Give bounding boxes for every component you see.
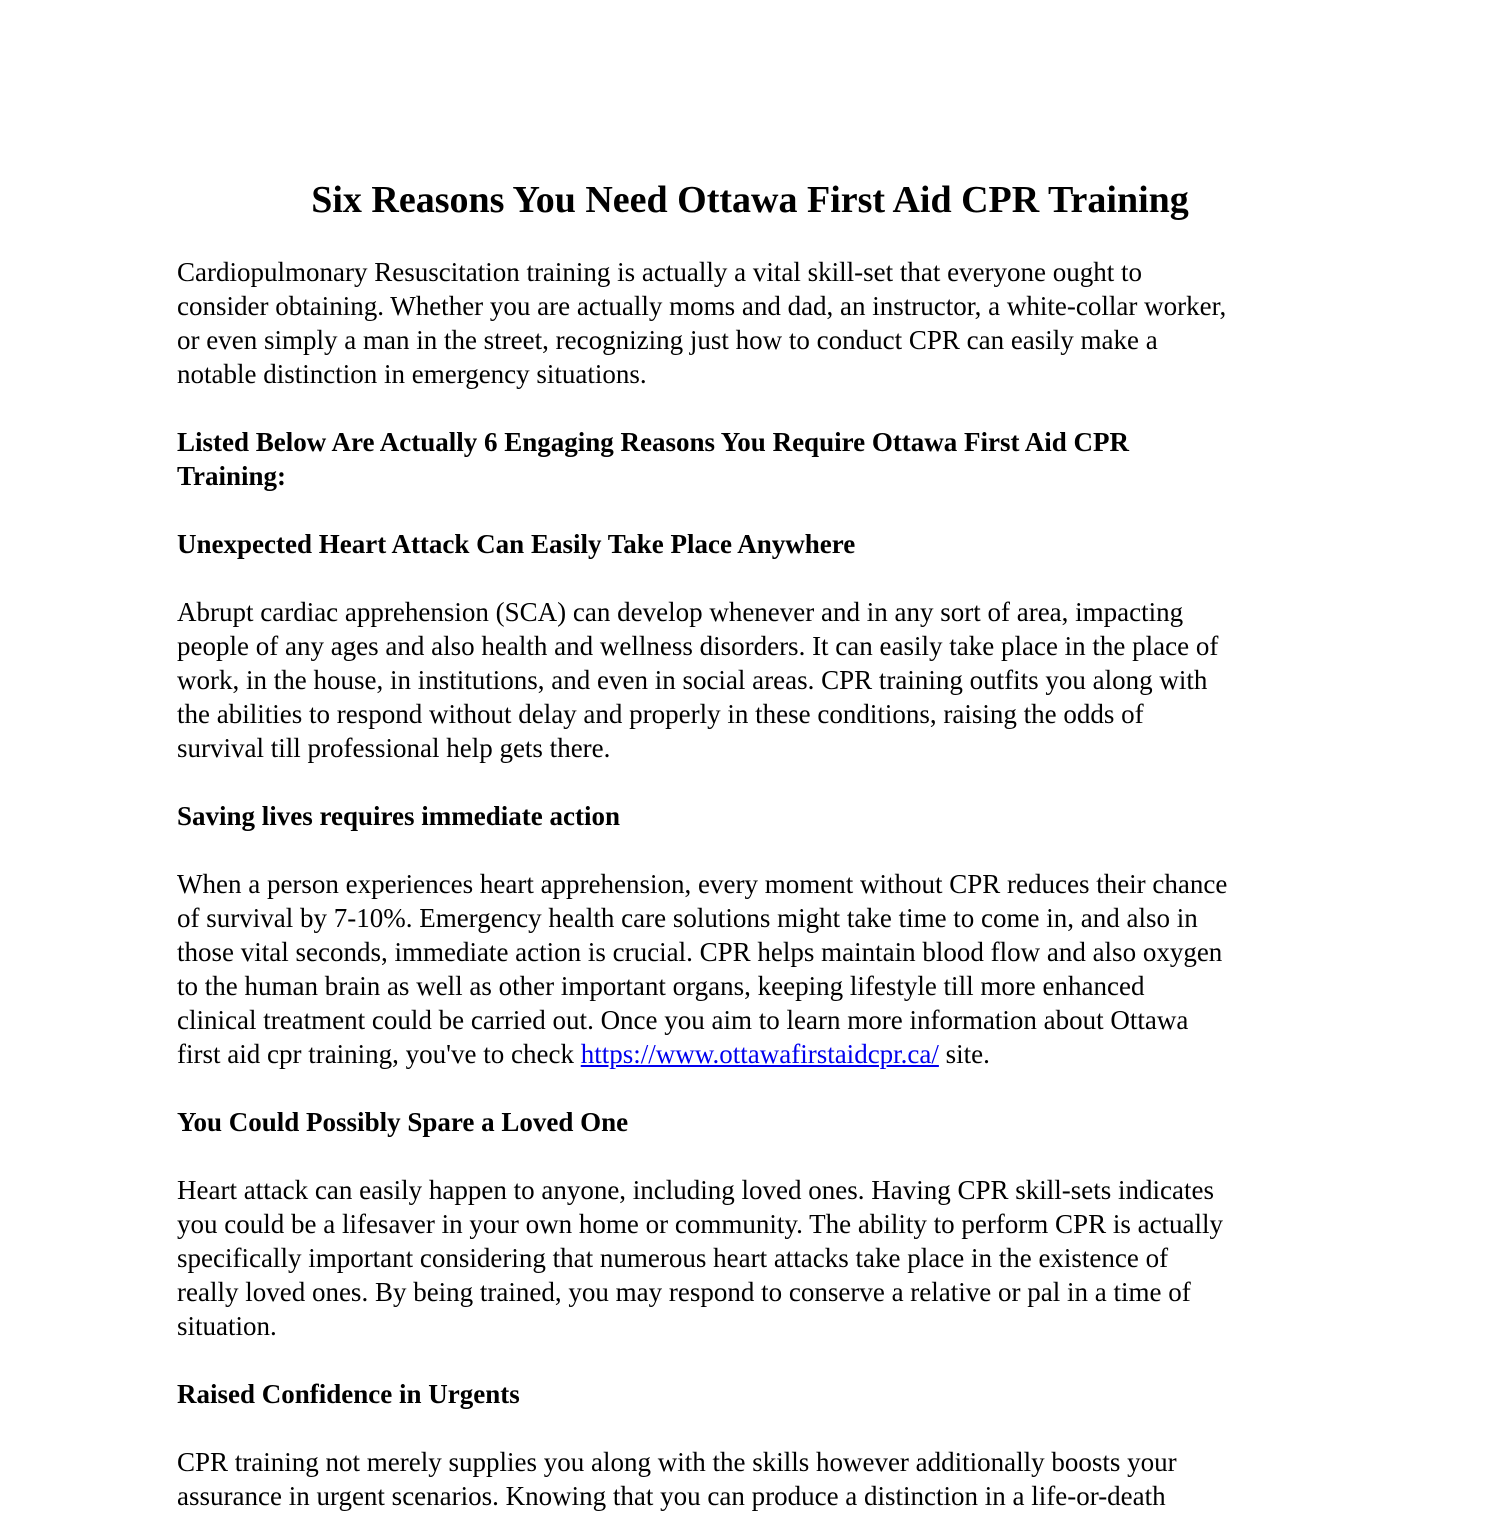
text-line: CPR training not merely supplies you along with the skills however additionally boosts your bbox=[177, 1447, 1177, 1477]
section-heading: Saving lives requires immediate action bbox=[177, 801, 620, 831]
section-paragraph bbox=[177, 867, 1377, 1071]
text-line: Listed Below Are Actually 6 Engaging Reasons You Require Ottawa First Aid CPR bbox=[177, 427, 1130, 457]
text: site. bbox=[938, 1039, 990, 1069]
website-link[interactable]: https://www.ottawafirstaidcpr.ca/ bbox=[580, 1039, 939, 1069]
document-title: Six Reasons You Need Ottawa First Aid CPR Training bbox=[311, 179, 1189, 221]
text-line: assurance in urgent scenarios. Knowing that you can produce a distinction in a life-or-death bbox=[177, 1481, 1166, 1511]
text-line: clinical treatment could be carried out. Once you aim to learn more information about Ottawa bbox=[177, 1005, 1189, 1035]
section-paragraph bbox=[177, 1173, 1377, 1343]
text-line: notable distinction in emergency situations. bbox=[177, 359, 647, 389]
text-line: When a person experiences heart apprehension, every moment without CPR reduces their chance bbox=[177, 869, 1228, 899]
text: first aid cpr training, you've to check bbox=[177, 1039, 581, 1069]
section-heading: Unexpected Heart Attack Can Easily Take Place Anywhere bbox=[177, 529, 856, 559]
text-line: work, in the house, in institutions, and even in social areas. CPR training outfits you along with bbox=[177, 665, 1208, 695]
text-line: the abilities to respond without delay and properly in these conditions, raising the odds of bbox=[177, 699, 1144, 729]
section-paragraph bbox=[177, 1445, 1377, 1513]
section-heading: Raised Confidence in Urgents bbox=[177, 1379, 520, 1409]
text-line: specifically important considering that numerous heart attacks take place in the existence of bbox=[177, 1243, 1169, 1273]
text-line bbox=[177, 1037, 1377, 1071]
text-line: those vital seconds, immediate action is crucial. CPR helps maintain blood flow and also oxygen bbox=[177, 937, 1223, 967]
text-line: Abrupt cardiac apprehension (SCA) can develop whenever and in any sort of area, impacting bbox=[177, 597, 1184, 627]
text-line: or even simply a man in the street, recognizing just how to conduct CPR can easily make a bbox=[177, 325, 1158, 355]
intro-paragraph bbox=[177, 255, 1377, 391]
list-heading bbox=[177, 425, 1377, 493]
text-line: situation. bbox=[177, 1311, 277, 1341]
section-paragraph bbox=[177, 595, 1377, 765]
text-line: really loved ones. By being trained, you may respond to conserve a relative or pal in a time of bbox=[177, 1277, 1191, 1307]
section-heading: You Could Possibly Spare a Loved One bbox=[177, 1107, 629, 1137]
text-line: survival till professional help gets there. bbox=[177, 733, 611, 763]
text-line: people of any ages and also health and wellness disorders. It can easily take place in the place of bbox=[177, 631, 1219, 661]
text-line: consider obtaining. Whether you are actually moms and dad, an instructor, a white-collar worker, bbox=[177, 291, 1227, 321]
text-line: of survival by 7-10%. Emergency health care solutions might take time to come in, and also in bbox=[177, 903, 1198, 933]
text-line: Training: bbox=[177, 461, 287, 491]
text-line: to the human brain as well as other important organs, keeping lifestyle till more enhanced bbox=[177, 971, 1145, 1001]
text-line: Heart attack can easily happen to anyone, including loved ones. Having CPR skill-sets indicates bbox=[177, 1175, 1214, 1205]
text-line: Cardiopulmonary Resuscitation training is actually a vital skill-set that everyone ought to bbox=[177, 257, 1143, 287]
text-line: you could be a lifesaver in your own home or community. The ability to perform CPR is actually bbox=[177, 1209, 1224, 1239]
